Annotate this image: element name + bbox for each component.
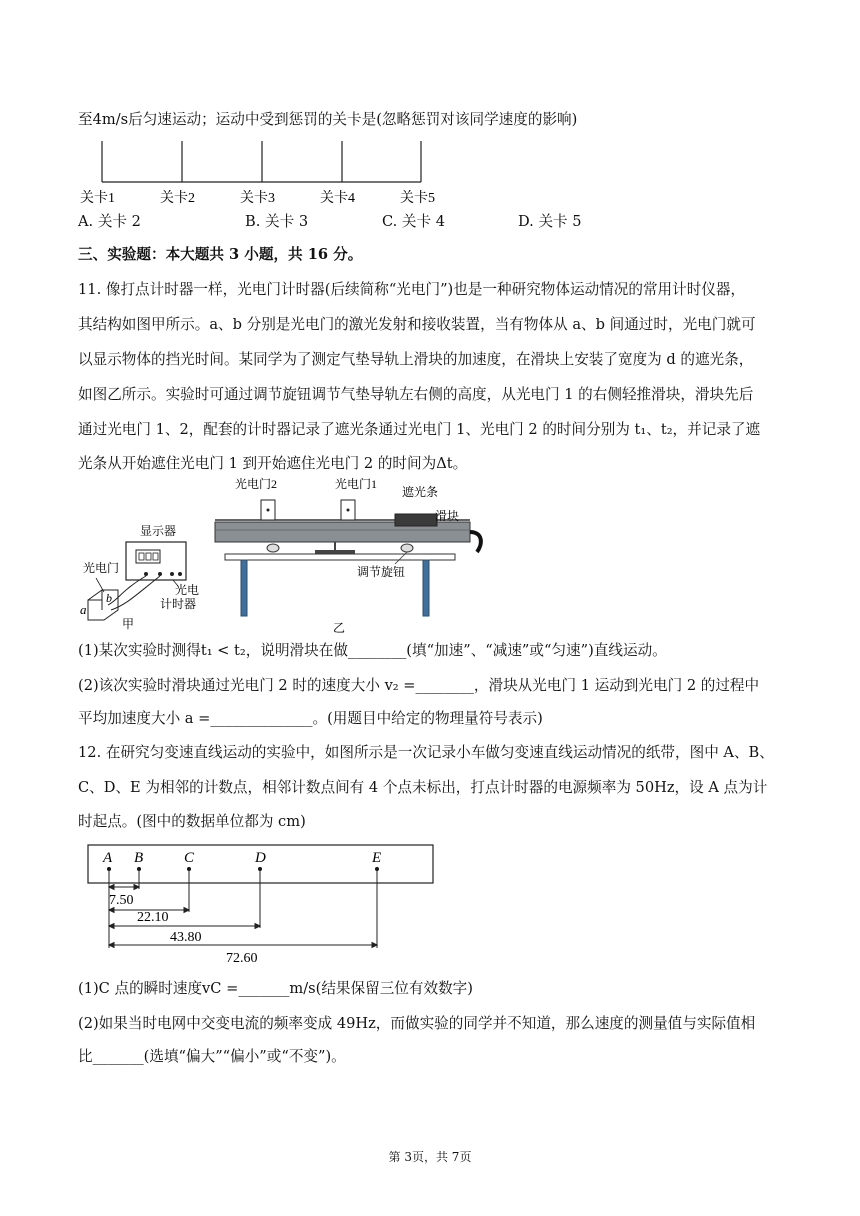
option-a: A. 关卡 2 bbox=[78, 213, 141, 230]
timer-label: 光电 bbox=[175, 583, 200, 597]
q12-sub2-line: (2)如果当时电网中交变电流的频率变成 49Hz，而做实验的同学并不知道，那么速度的测量值与实际值相 bbox=[78, 1015, 756, 1032]
a-label: a bbox=[80, 602, 87, 617]
distance-label: 22.10 bbox=[137, 910, 169, 925]
distance-label: 43.80 bbox=[170, 930, 202, 945]
option-b: B. 关卡 3 bbox=[245, 213, 309, 230]
option-d: D. 关卡 5 bbox=[518, 213, 582, 230]
point-label: B bbox=[134, 850, 144, 866]
q12-sub1: (1)C 点的瞬时速度vC =_______m/s(结果保留三位有效数字) bbox=[78, 980, 473, 997]
option-c: C. 关卡 4 bbox=[382, 213, 446, 230]
point-label: D bbox=[255, 850, 266, 866]
gates-diagram bbox=[78, 138, 458, 208]
q12-text-line: C、D、E 为相邻的计数点，相邻计数点间有 4 个点未标出，打点计时器的电源频率为 50Hz，设 A 点为计 bbox=[78, 779, 768, 796]
caption-jia: 甲 bbox=[122, 617, 135, 631]
q11-text-line: 11. 像打点计时器一样，光电门计时器(后续简称“光电门”)也是一种研究物体运动情况的常用计时仪器， bbox=[78, 281, 746, 298]
b-label: b bbox=[106, 591, 112, 605]
distance-label: 72.60 bbox=[226, 951, 258, 966]
display-label: 显示器 bbox=[140, 524, 177, 538]
point-label: E bbox=[372, 850, 382, 866]
page-footer: 第 3页，共 7页 bbox=[388, 1150, 472, 1164]
q11-sub2-line: (2)该次实验时滑块通过光电门 2 时的速度大小 v₂ =________，滑块从光电门 1 运动到光电门 2 的过程中 bbox=[78, 677, 760, 694]
photogate-figure-jia bbox=[78, 520, 228, 630]
distance-label: 7.50 bbox=[109, 893, 134, 908]
q11-text-line: 通过光电门 1、2，配套的计时器记录了遮光条通过光电门 1、光电门 2 的时间分别为 t₁、t₂，并记录了遮 bbox=[78, 421, 761, 438]
slider-label: 滑块 bbox=[435, 509, 460, 523]
caption-yi: 乙 bbox=[333, 621, 346, 635]
gate-device-label: 光电门 bbox=[83, 561, 120, 575]
q11-text-line: 如图乙所示。实验时可通过调节旋钮调节气垫导轨左右侧的高度，从光电门 1 的右侧轻推滑块，滑块先后 bbox=[78, 386, 754, 403]
gate-label: 关卡3 bbox=[240, 191, 275, 206]
q11-text-line: 光条从开始遮住光电门 1 到开始遮住光电门 2 的时间为Δt。 bbox=[78, 455, 468, 472]
point-label: A bbox=[103, 850, 113, 866]
q12-text-line: 12. 在研究匀变速直线运动的实验中，如图所示是一次记录小车做匀变速直线运动情况的纸带，图中 A、B、 bbox=[78, 744, 774, 761]
paper-tape-figure bbox=[88, 844, 438, 966]
air-track-figure-yi bbox=[215, 474, 505, 634]
section-heading: 三、实验题：本大题共 3 小题，共 16 分。 bbox=[78, 246, 363, 263]
q12-sub2-line: 比_______(选填“偏大”“偏小”或“不变”)。 bbox=[78, 1048, 346, 1065]
gate-label: 关卡1 bbox=[80, 191, 115, 206]
q10-text-line: 至4m/s后匀速运动；运动中受到惩罚的关卡是(忽略惩罚对该同学速度的影响) bbox=[78, 111, 578, 128]
point-label: C bbox=[184, 850, 195, 866]
q12-text-line: 时起点。(图中的数据单位都为 cm) bbox=[78, 813, 306, 830]
q11-text-line: 其结构如图甲所示。a、b 分别是光电门的激光发射和接收装置，当有物体从 a、b 间通过时，光电门就可 bbox=[78, 316, 756, 333]
gate1-label: 光电门1 bbox=[335, 477, 378, 491]
q11-sub2-line: 平均加速度大小 a =______________。(用题目中给定的物理量符号表示) bbox=[78, 710, 543, 727]
gate2-label: 光电门2 bbox=[235, 477, 278, 491]
gate-label: 关卡4 bbox=[320, 191, 355, 206]
q11-sub1: (1)某次实验时测得t₁ < t₂，说明滑块在做________(填“加速”、“减速”或“匀速”)直线运动。 bbox=[78, 642, 667, 659]
timer-label: 计时器 bbox=[160, 597, 197, 611]
q11-text-line: 以显示物体的挡光时间。某同学为了测定气垫导轨上滑块的加速度，在滑块上安装了宽度为 d 的遮光条， bbox=[78, 351, 754, 368]
knob-label: 调节旋钮 bbox=[357, 565, 406, 579]
gate-label: 关卡5 bbox=[400, 191, 435, 206]
gate-label: 关卡2 bbox=[160, 191, 195, 206]
strip-label: 遮光条 bbox=[402, 485, 439, 499]
